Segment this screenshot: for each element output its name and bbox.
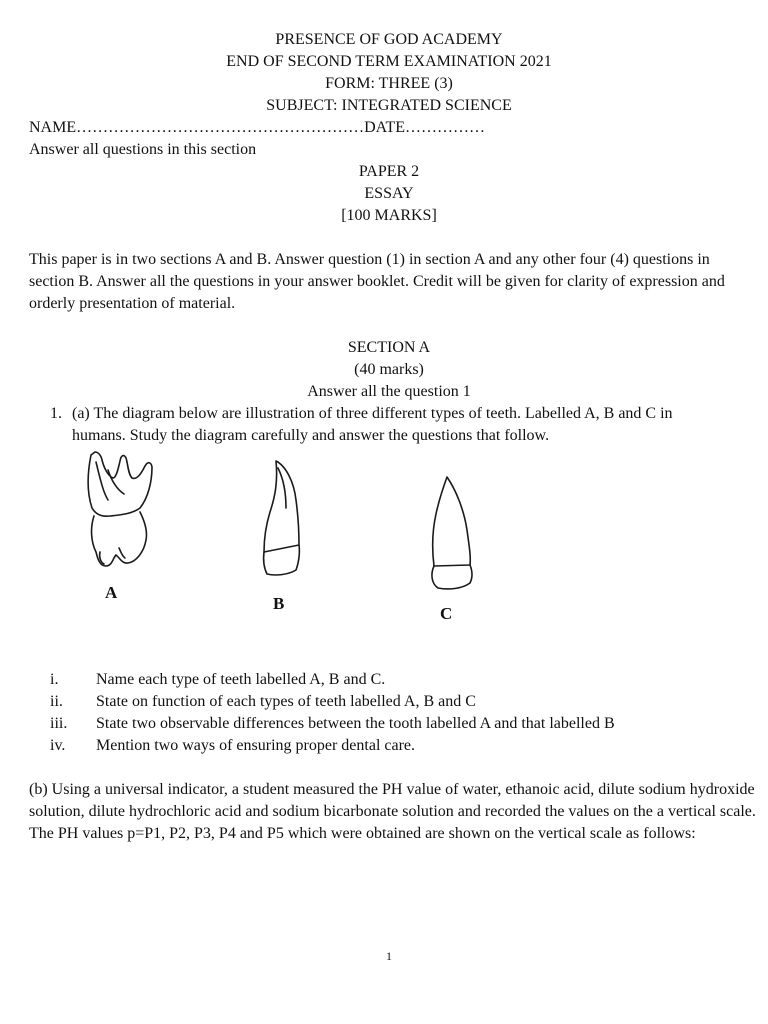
paper-number: PAPER 2 bbox=[358, 163, 420, 180]
section-a-instruction: Answer all the question 1 bbox=[307, 383, 471, 400]
form-level: FORM: THREE (3) bbox=[325, 75, 453, 92]
question-number: 1. bbox=[50, 405, 62, 422]
canine-tooth-b bbox=[264, 461, 300, 575]
sub-question-text: Name each type of teeth labelled A, B and C. bbox=[96, 671, 386, 688]
subject-title: SUBJECT: INTEGRATED SCIENCE bbox=[266, 97, 512, 114]
exam-title: END OF SECOND TERM EXAMINATION 2021 bbox=[226, 53, 552, 70]
tooth-label-c: C bbox=[440, 604, 453, 623]
school-name: PRESENCE OF GOD ACADEMY bbox=[275, 31, 503, 48]
sub-question-number: ii. bbox=[50, 693, 63, 710]
section-a-title: SECTION A bbox=[347, 339, 431, 356]
sub-question-number: iii. bbox=[50, 715, 68, 732]
sub-question-text: State on function of each types of teeth labelled A, B and C bbox=[96, 693, 476, 710]
question-1a-line2: humans. Study the diagram carefully and answer the questions that follow. bbox=[72, 427, 550, 444]
sub-question-text: State two observable differences between the tooth labelled A and that labelled B bbox=[96, 715, 615, 732]
section-a-marks: (40 marks) bbox=[354, 361, 424, 378]
question-1a-line1: (a) The diagram below are illustration of three different types of teeth. Labelled A, B and C in bbox=[72, 405, 673, 422]
tooth-label-b: B bbox=[273, 594, 285, 613]
section-instruction: Answer all questions in this section bbox=[29, 141, 257, 158]
name-date-line: NAME………………………………………………DATE…………… bbox=[29, 119, 485, 136]
molar-tooth-a bbox=[88, 452, 152, 566]
sub-question-text: Mention two ways of ensuring proper dental care. bbox=[96, 737, 416, 754]
incisor-tooth-c bbox=[432, 477, 472, 589]
page-number: 1 bbox=[386, 949, 392, 963]
question-1b-paragraph: (b) Using a universal indicator, a student measured the PH value of water, ethanoic acid, dilute sodium hydroxide solution, dilute hydrochloric acid and sodium bicarbonate solution and recorded the values on the a vertical scale. The PH values p=P1, P2, P3, P4 and P5 which were obtained are shown on the vertical scale as follows: bbox=[29, 781, 756, 842]
intro-paragraph: This paper is in two sections A and B. Answer question (1) in section A and any other four (4) questions in section B. Answer all the questions in your answer booklet. Credit will be given for clarity of expression and orderly presentation of material. bbox=[29, 251, 725, 312]
paper-type: ESSAY bbox=[364, 185, 414, 202]
tooth-label-a: A bbox=[105, 583, 118, 602]
sub-question-number: i. bbox=[50, 671, 59, 688]
sub-question-number: iv. bbox=[50, 737, 66, 754]
total-marks: [100 MARKS] bbox=[341, 207, 437, 224]
